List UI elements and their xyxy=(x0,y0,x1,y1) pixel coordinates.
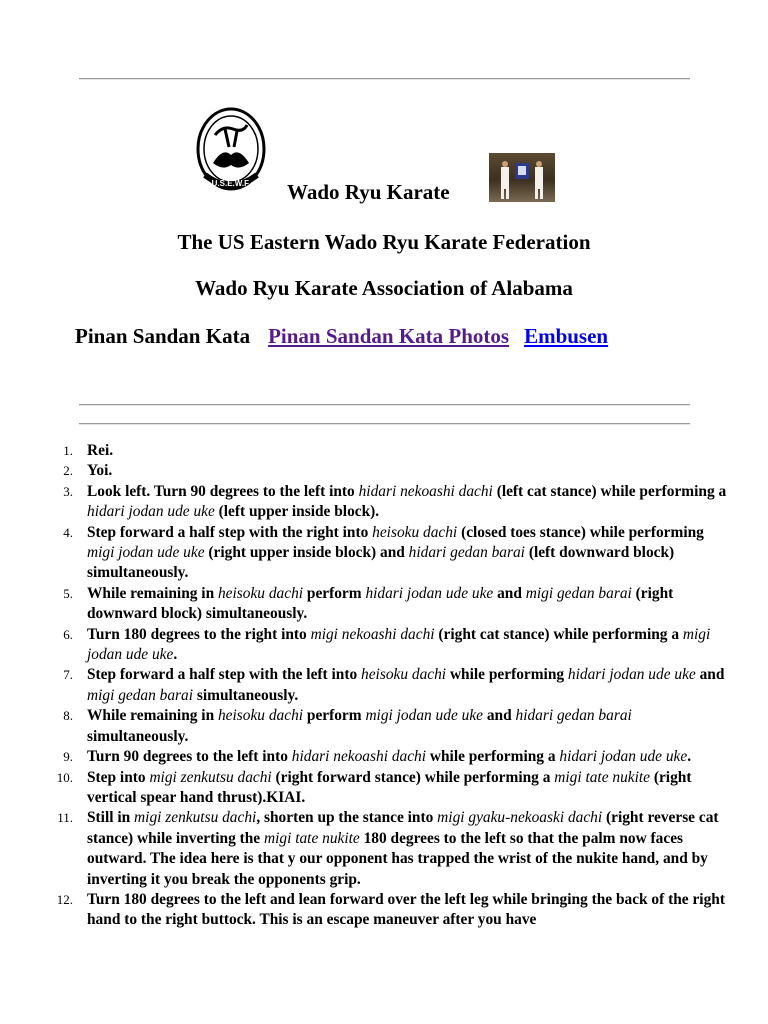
technique-term: hidari jodan ude uke xyxy=(87,503,215,521)
list-item-number: 3. xyxy=(63,483,73,499)
kata-photos-link[interactable]: Pinan Sandan Kata Photos xyxy=(268,324,510,348)
list-item-text xyxy=(87,626,710,663)
instruction-text: (right vertical spear hand thrust).KIAI. xyxy=(87,768,692,806)
middle-divider-2 xyxy=(79,423,690,425)
instruction-text: , shorten up the stance into xyxy=(256,809,438,827)
instruction-text: Still in xyxy=(87,809,135,827)
instruction-text: Step forward a half step with the right into xyxy=(87,523,373,541)
middle-divider-1 xyxy=(79,404,690,406)
instruction-text: While remaining in xyxy=(87,707,218,725)
logo-text: U.S.E.W.F. xyxy=(211,179,251,188)
list-item-number: 4. xyxy=(63,524,73,540)
technique-term: hidari nekoashi dachi xyxy=(291,748,427,766)
technique-term: heisoku dachi xyxy=(361,666,447,684)
technique-term: heisoku dachi xyxy=(217,584,304,602)
instruction-text: Turn 180 degrees to the right into xyxy=(87,625,311,643)
list-item-text xyxy=(87,769,691,806)
instruction-text: Step into xyxy=(87,768,150,786)
technique-term: heisoku dachi xyxy=(372,523,458,541)
list-item-number: 9. xyxy=(63,749,73,765)
technique-term: migi gyaku-nekoaski dachi xyxy=(437,809,603,827)
list-item xyxy=(63,584,732,625)
technique-term: heisoku dachi xyxy=(217,707,304,725)
list-item-number: 12. xyxy=(56,891,73,907)
instruction-text: (right forward stance) while performing a xyxy=(271,768,555,786)
technique-term: migi jodan ude uke xyxy=(365,707,483,725)
technique-term: migi nekoashi dachi xyxy=(310,625,435,643)
instruction-text: and xyxy=(482,707,516,725)
technique-term: hidari jodan ude uke xyxy=(567,666,696,684)
list-item-text xyxy=(87,585,673,622)
instruction-text: (right downward block) simultaneously. xyxy=(87,584,674,623)
list-item-text xyxy=(87,748,691,765)
kata-name: Pinan Sandan Kata xyxy=(75,324,251,348)
list-item xyxy=(63,523,732,584)
list-item xyxy=(63,461,732,481)
instruction-text: While remaining in xyxy=(87,584,218,602)
instruction-text: (left upper inside block). xyxy=(214,503,380,521)
technique-term: hidari jodan ude uke xyxy=(559,748,688,766)
instruction-text: Yoi. xyxy=(87,462,113,480)
instruction-text: Turn 180 degrees to the left and lean forward over the left leg while bringing the back of the right hand to the right buttock. This is an escape maneuver after you have xyxy=(87,890,725,929)
list-item-text xyxy=(87,524,704,582)
instruction-text: perform xyxy=(303,584,366,602)
list-item-text xyxy=(87,483,726,520)
kata-heading-row xyxy=(75,324,608,349)
list-item xyxy=(56,890,732,931)
instruction-text: and xyxy=(493,584,526,602)
instruction-text: while performing a xyxy=(426,748,560,766)
list-item-number: 6. xyxy=(63,626,73,642)
instruction-text: while performing xyxy=(446,666,568,684)
list-item-number: 11. xyxy=(57,810,73,826)
list-item xyxy=(63,665,732,706)
usewf-logo xyxy=(195,105,267,197)
list-item-number: 7. xyxy=(63,667,73,683)
technique-term: migi jodan ude uke xyxy=(87,544,205,562)
instruction-text: Look left. Turn 90 degrees to the left into xyxy=(87,482,359,500)
list-item xyxy=(63,441,732,461)
list-item-text xyxy=(87,442,113,459)
instruction-text: 180 degrees to the left so that the palm now faces outward. The idea here is that y our opponent has trapped the wrist of the nukite hand, and by inverting it you break the opponents grip. xyxy=(87,829,708,888)
karate-photo xyxy=(489,153,555,202)
instruction-text: Rei. xyxy=(87,442,114,459)
instruction-text: . xyxy=(687,748,692,766)
instruction-text: simultaneously. xyxy=(87,727,189,745)
list-item-number: 5. xyxy=(63,585,73,601)
technique-term: migi zenkutsu dachi xyxy=(134,809,257,827)
technique-term: hidari gedan barai xyxy=(408,544,525,562)
embusen-link[interactable]: Embusen xyxy=(524,324,609,348)
list-item-number: 2. xyxy=(63,463,73,479)
federation-heading: The US Eastern Wado Ryu Karate Federation xyxy=(177,230,591,254)
technique-term: migi tate nukite xyxy=(554,768,650,786)
technique-term: migi zenkutsu dachi xyxy=(149,768,272,786)
list-item-text xyxy=(87,891,725,928)
instruction-text: Step forward a half step with the left into xyxy=(87,666,362,684)
list-item-number: 1. xyxy=(63,443,73,458)
list-item xyxy=(63,706,732,747)
page-title: Wado Ryu Karate xyxy=(287,180,450,204)
list-item-text xyxy=(87,809,719,887)
instruction-text: perform xyxy=(303,707,366,725)
instruction-text: and xyxy=(695,666,725,684)
instruction-text: simultaneously. xyxy=(193,686,299,704)
technique-term: migi jodan ude uke xyxy=(87,625,711,664)
list-item-number: 10. xyxy=(56,769,73,785)
list-item-number: 8. xyxy=(63,708,73,724)
instruction-text: (right upper inside block) and xyxy=(204,544,409,562)
list-item xyxy=(63,747,732,767)
list-item-text xyxy=(87,707,632,744)
instruction-text: (closed toes stance) while performing xyxy=(457,523,704,541)
instruction-text: (left cat stance) while performing a xyxy=(492,482,727,500)
list-item xyxy=(63,625,732,666)
instruction-text: (right reverse cat stance) while inverting the xyxy=(87,809,719,847)
list-item xyxy=(56,768,732,809)
list-item xyxy=(63,482,732,523)
list-item-text xyxy=(87,462,112,479)
instruction-text: Turn 90 degrees to the left into xyxy=(87,748,292,766)
instruction-text: (right cat stance) while performing a xyxy=(434,625,683,643)
technique-term: hidari gedan barai xyxy=(515,707,632,725)
instruction-text: . xyxy=(173,646,178,664)
technique-term: migi gedan barai xyxy=(87,686,194,704)
association-heading: Wado Ryu Karate Association of Alabama xyxy=(195,276,573,300)
technique-term: hidari nekoashi dachi xyxy=(358,482,493,500)
instruction-text: (left downward block) simultaneously. xyxy=(87,544,675,582)
list-item xyxy=(57,808,732,890)
top-divider xyxy=(79,78,690,80)
technique-term: hidari jodan ude uke xyxy=(365,584,494,602)
list-item-text xyxy=(87,666,724,703)
technique-term: migi tate nukite xyxy=(263,829,360,847)
technique-term: migi gedan barai xyxy=(525,584,632,602)
kata-steps-list xyxy=(56,441,732,931)
